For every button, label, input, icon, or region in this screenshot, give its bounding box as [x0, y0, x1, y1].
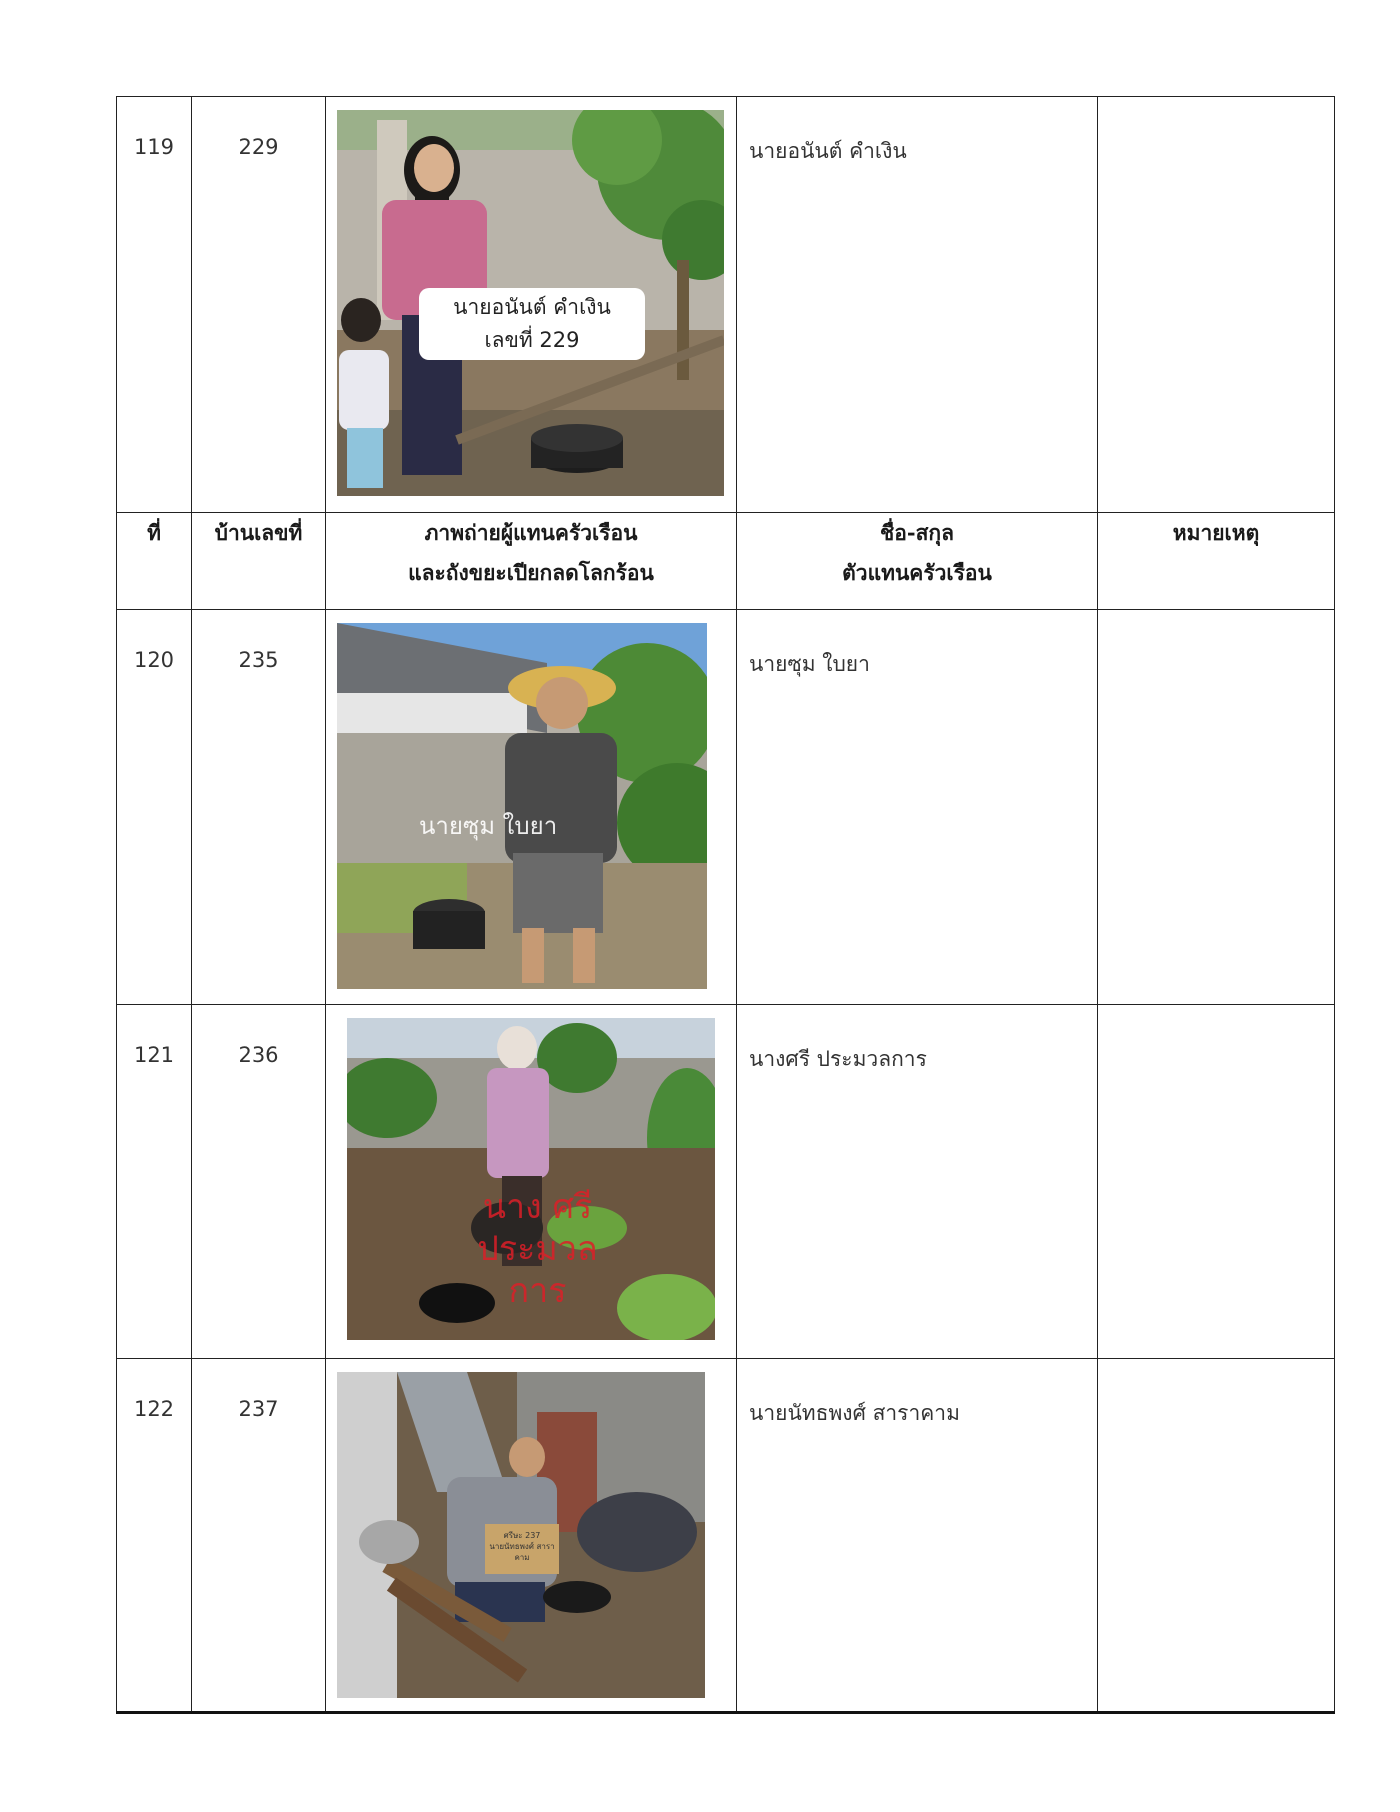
row-number: 119 — [133, 135, 175, 159]
household-representative-name: นางศรี ประมวลการ — [749, 1047, 927, 1071]
row-number: 121 — [133, 1043, 175, 1067]
photo-caption-house: เลขที่ 229 — [484, 328, 580, 352]
photo-cell — [326, 1005, 737, 1359]
row-number-cell — [117, 97, 192, 513]
header-name-line2: ตัวแทนครัวเรือน — [842, 560, 992, 585]
header-no: ที่ — [117, 513, 192, 610]
photo-sign-line2: นายนัทธพงศ์ สาราคาม — [489, 1542, 555, 1562]
name-cell — [737, 97, 1098, 513]
row-number: 120 — [133, 648, 175, 672]
household-photo — [337, 1372, 705, 1698]
table-row — [117, 1359, 1335, 1713]
photo-caption-label — [419, 288, 645, 360]
table-row — [117, 610, 1335, 1005]
photo-overlay-line1: นาง ศรี — [482, 1187, 593, 1227]
house-number-cell — [192, 610, 326, 1005]
row-number: 122 — [133, 1397, 175, 1421]
remark — [1098, 1359, 1334, 1397]
photo-sign-line1: ศรีษะ 237 — [503, 1531, 541, 1540]
table-header-row — [117, 513, 1335, 610]
row-number-cell — [117, 1359, 192, 1713]
header-photo-line1: ภาพถ่ายผู้แทนครัวเรือน — [424, 520, 638, 545]
household-photo — [337, 110, 724, 496]
house-number: 235 — [238, 648, 279, 672]
row-number-cell — [117, 610, 192, 1005]
house-number: 236 — [238, 1043, 279, 1067]
household-representative-name: นายนัทธพงศ์ สาราคาม — [749, 1401, 960, 1425]
photo-overlay-line3: การ — [508, 1271, 567, 1311]
header-name-line1: ชื่อ-สกุล — [880, 520, 954, 545]
header-house-number: บ้านเลขที่ — [192, 513, 326, 610]
name-cell — [737, 1005, 1098, 1359]
note-cell — [1098, 1359, 1335, 1713]
household-photo — [337, 623, 707, 989]
house-number: 229 — [238, 135, 279, 159]
remark — [1098, 610, 1334, 648]
household-photo — [347, 1018, 715, 1340]
note-cell — [1098, 97, 1335, 513]
household-roster-table — [116, 96, 1335, 1714]
row-number-cell — [117, 1005, 192, 1359]
house-number-cell — [192, 97, 326, 513]
photo-overlay-name: นายซุม ใบยา — [419, 812, 558, 840]
table-row — [117, 97, 1335, 513]
header-photo-line2: และถังขยะเปียกลดโลกร้อน — [408, 560, 654, 585]
table-row — [117, 1005, 1335, 1359]
house-number: 237 — [238, 1397, 279, 1421]
name-cell — [737, 1359, 1098, 1713]
household-representative-name: นายซุม ใบยา — [749, 652, 870, 676]
photo-overlay-line2: ประมวล — [477, 1229, 598, 1269]
photo-caption-name: นายอนันต์ คำเงิน — [453, 295, 611, 319]
name-cell — [737, 610, 1098, 1005]
house-number-cell — [192, 1359, 326, 1713]
remark — [1098, 1005, 1334, 1043]
photo-cell — [326, 1359, 737, 1713]
household-representative-name: นายอนันต์ คำเงิน — [749, 139, 907, 163]
photo-overlay-name — [465, 1186, 610, 1312]
note-cell — [1098, 610, 1335, 1005]
remark — [1098, 97, 1334, 135]
house-number-cell — [192, 1005, 326, 1359]
header-name — [737, 513, 1098, 610]
photo-cell — [326, 97, 737, 513]
header-photo — [326, 513, 737, 610]
photo-cell — [326, 610, 737, 1005]
header-note: หมายเหตุ — [1098, 513, 1335, 610]
note-cell — [1098, 1005, 1335, 1359]
photo-sign-text — [485, 1530, 559, 1563]
